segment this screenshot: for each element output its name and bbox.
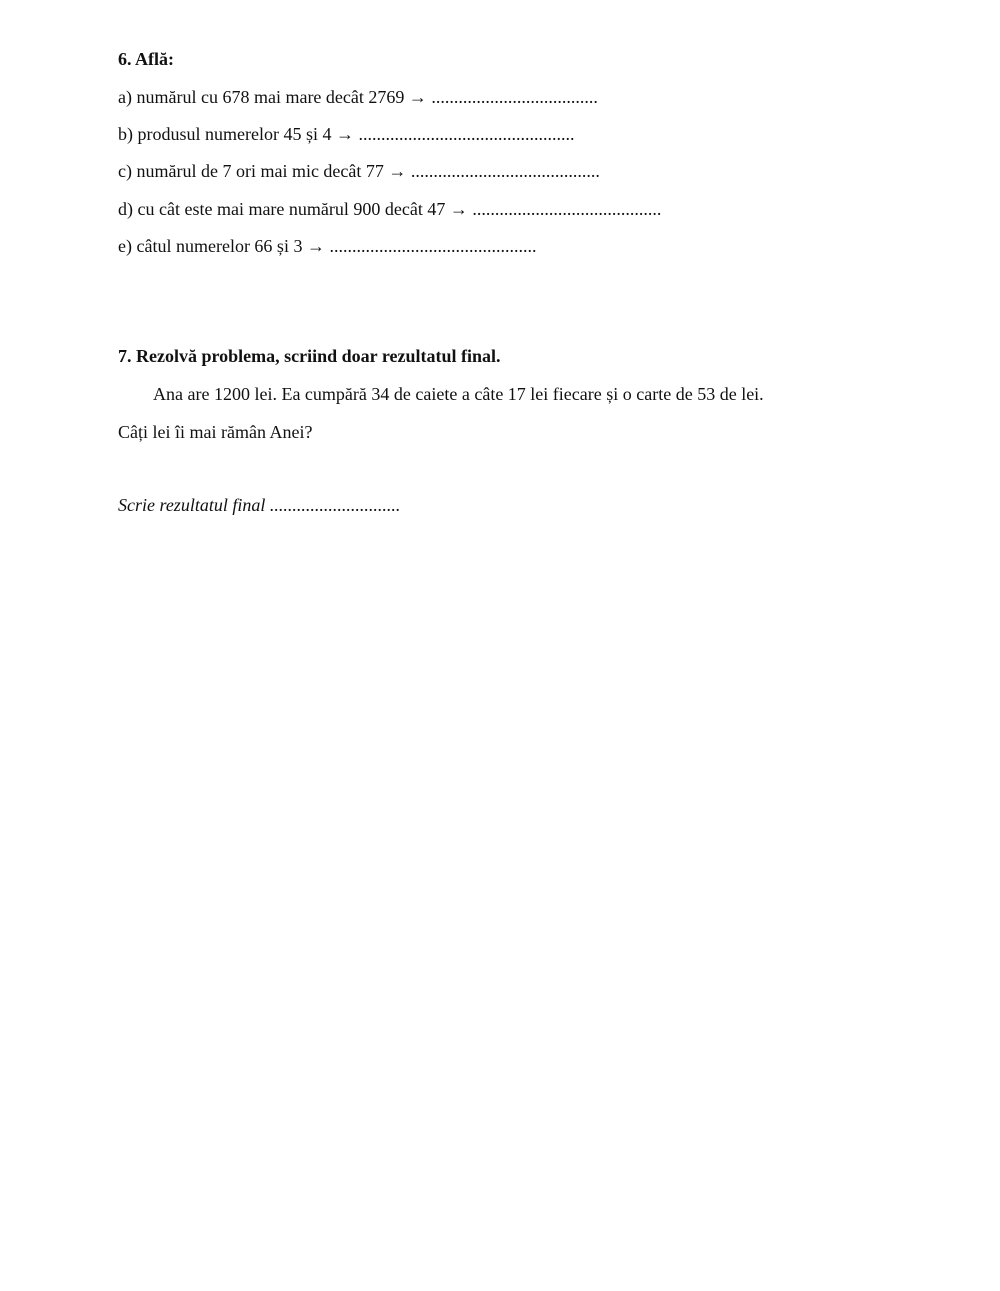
exercise-6-item-b: b) produsul numerelor 45 și 4 → ................................................ <box>118 124 575 144</box>
exercise-6-item-c: c) numărul de 7 ori mai mic decât 77 → .......................................... <box>118 161 600 181</box>
exercise-7-problem-line-1: Ana are 1200 lei. Ea cumpără 34 de caiete a câte 17 lei fiecare și o carte de 53 de lei. <box>153 384 764 404</box>
exercise-7-problem-line-2: Câți lei îi mai rămân Anei? <box>118 422 313 442</box>
exercise-7-title: 7. Rezolvă problema, scriind doar rezultatul final. <box>118 346 501 366</box>
exercise-6-item-a: a) numărul cu 678 mai mare decât 2769 → ..................................... <box>118 87 598 107</box>
exercise-6-item-d: d) cu cât este mai mare numărul 900 decât 47 → .......................................... <box>118 199 662 219</box>
exercise-7-answer-prompt: Scrie rezultatul final ............................. <box>118 495 401 515</box>
exercise-6-title: 6. Află: <box>118 49 174 69</box>
exercise-6-item-e: e) câtul numerelor 66 și 3 → .............................................. <box>118 236 537 256</box>
